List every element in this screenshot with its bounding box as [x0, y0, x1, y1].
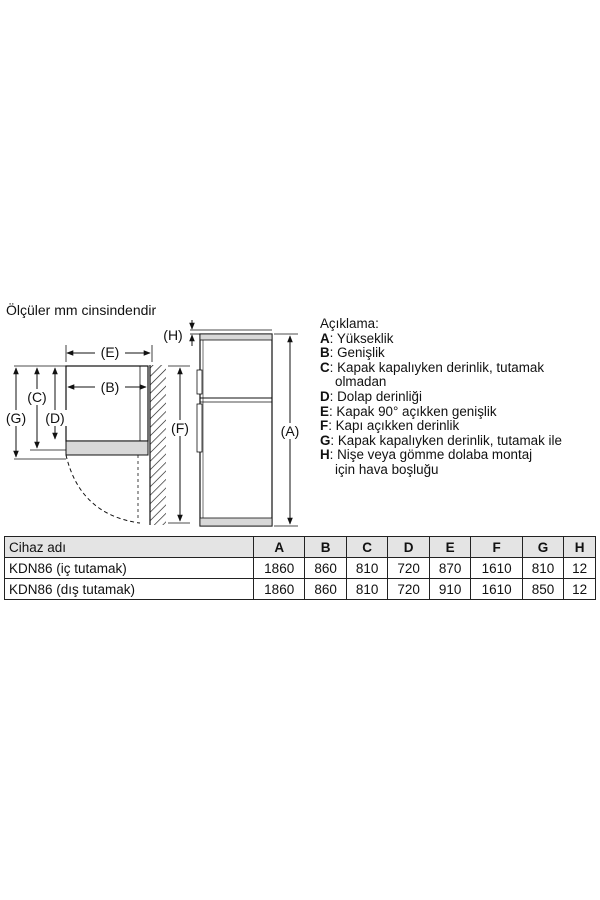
- legend-key: A: [320, 330, 330, 346]
- dim-A: [274, 334, 304, 526]
- legend-text: : Genişlik: [329, 345, 385, 361]
- table-cell: 850: [522, 579, 564, 600]
- legend-key: F: [320, 418, 329, 434]
- legend-text: : Kapı açıkken derinlik: [328, 418, 460, 434]
- legend-text: : Kapak 90° açıkken genişlik: [328, 403, 497, 419]
- header-F: F: [471, 537, 522, 558]
- label-E: (E): [100, 344, 120, 360]
- table-cell: 1860: [254, 579, 305, 600]
- legend-text: için hava boşluğu: [335, 461, 439, 477]
- dimensions-table: [4, 536, 596, 600]
- cell-device-name: KDN86 (dış tutamak): [5, 579, 254, 600]
- legend-item: [320, 434, 590, 449]
- legend-item: [320, 448, 590, 463]
- legend-item: [320, 405, 590, 420]
- label-A: (A): [280, 423, 300, 439]
- legend-item: [320, 346, 590, 361]
- legend-key: B: [320, 345, 330, 361]
- cell-device-name: KDN86 (iç tutamak): [5, 558, 254, 579]
- table-cell: 720: [388, 579, 430, 600]
- table-cell: 810: [346, 558, 388, 579]
- table-header-row: [5, 537, 596, 558]
- dim-F: [166, 366, 194, 523]
- legend-item: [320, 390, 590, 405]
- legend-key: D: [320, 388, 330, 404]
- table-cell: 860: [305, 558, 347, 579]
- header-A: A: [254, 537, 305, 558]
- wall-hatch: [150, 365, 166, 525]
- legend-text: : Dolap derinliği: [329, 388, 422, 404]
- table-cell: 1610: [471, 558, 522, 579]
- legend-item: [320, 419, 590, 434]
- table-cell: 910: [429, 579, 471, 600]
- legend-key: C: [320, 359, 330, 375]
- label-H: (H): [163, 327, 183, 343]
- label-F: (F): [171, 420, 189, 436]
- legend-text: : Yükseklik: [329, 330, 394, 346]
- table-cell: 12: [564, 579, 596, 600]
- legend-key: E: [320, 403, 329, 419]
- table-cell: 720: [388, 558, 430, 579]
- legend-item: [320, 361, 590, 376]
- table-cell: 810: [522, 558, 564, 579]
- units-caption: Ölçüler mm cinsindendir: [6, 302, 157, 318]
- label-G: (G): [5, 410, 27, 426]
- legend-key: H: [320, 447, 330, 463]
- dim-E: [66, 344, 152, 362]
- legend-title: Açıklama:: [320, 316, 379, 331]
- header-B: B: [305, 537, 347, 558]
- header-C: C: [346, 537, 388, 558]
- table-row: [5, 558, 596, 579]
- legend-text: olmadan: [335, 374, 387, 390]
- table-cell: 870: [429, 558, 471, 579]
- legend-text: : Kapak kapalıyken derinlik, tutamak ile: [330, 432, 562, 448]
- header-H: H: [564, 537, 596, 558]
- table-row: [5, 579, 596, 600]
- legend-key: G: [320, 432, 331, 448]
- legend: [320, 317, 590, 478]
- legend-text: : Kapak kapalıyken derinlik, tutamak: [329, 359, 545, 375]
- table-cell: 1860: [254, 558, 305, 579]
- label-B: (B): [100, 379, 120, 395]
- label-C: (C): [27, 389, 47, 405]
- table-cell: 810: [346, 579, 388, 600]
- legend-text: : Nişe veya gömme dolaba montaj: [329, 447, 533, 463]
- header-device-name: Cihaz adı: [5, 537, 254, 558]
- legend-item-continuation: [320, 463, 590, 478]
- table-cell: 12: [564, 558, 596, 579]
- table-cell: 1610: [471, 579, 522, 600]
- dim-C: [24, 368, 66, 450]
- legend-item-continuation: [320, 375, 590, 390]
- label-D: (D): [45, 410, 65, 426]
- table-cell: 860: [305, 579, 347, 600]
- legend-item: [320, 332, 590, 347]
- header-D: D: [388, 537, 430, 558]
- fridge-side-view: [197, 334, 272, 526]
- header-E: E: [429, 537, 471, 558]
- header-G: G: [522, 537, 564, 558]
